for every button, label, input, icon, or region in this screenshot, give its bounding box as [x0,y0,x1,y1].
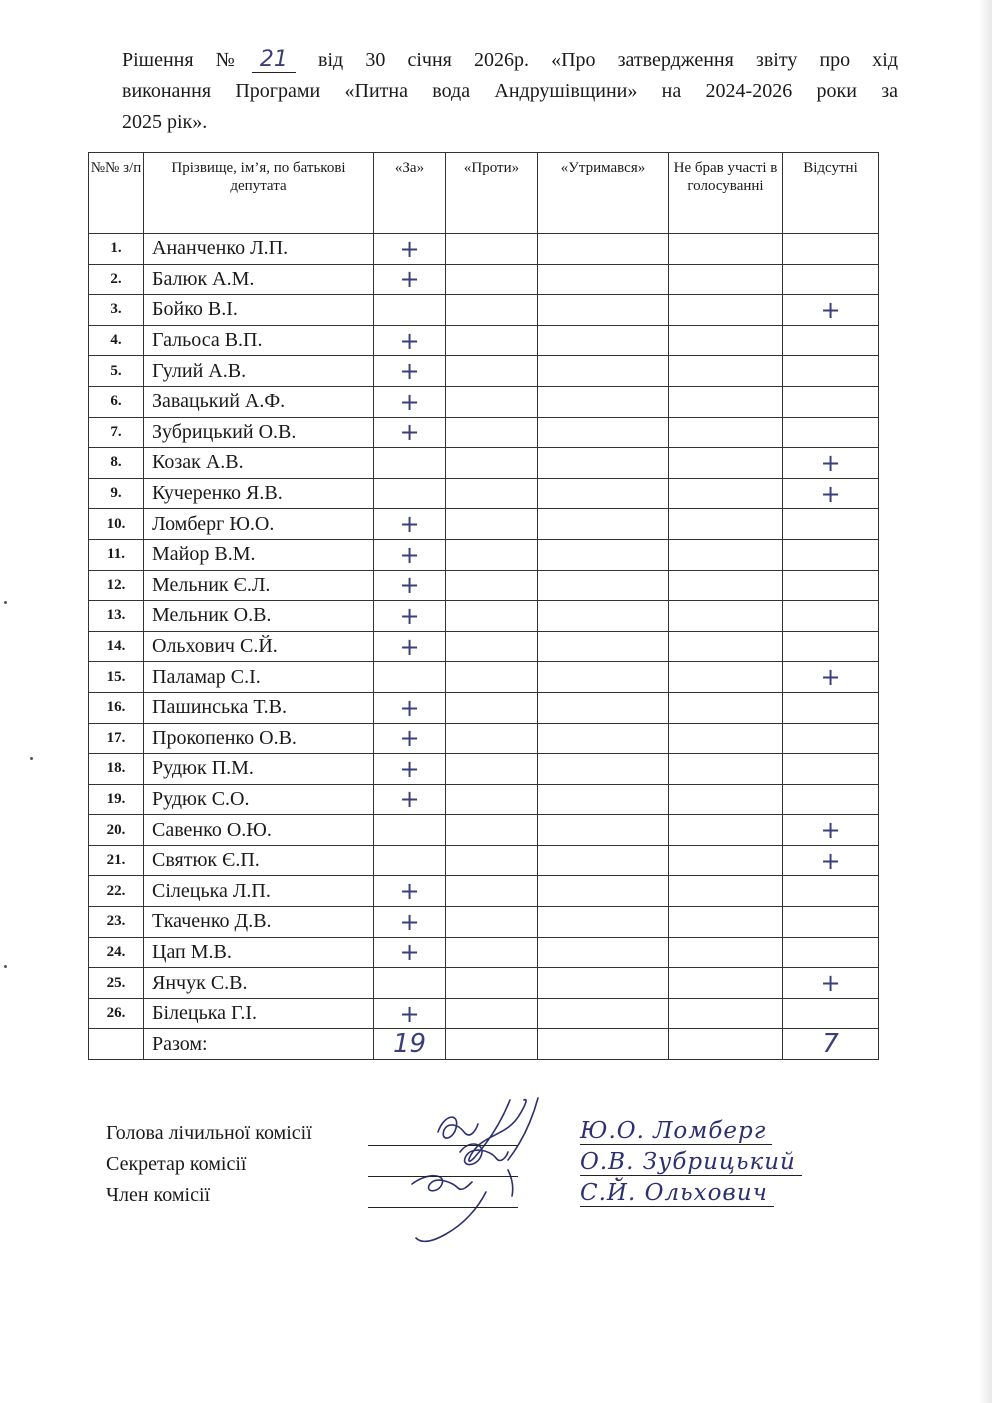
table-row [89,692,879,723]
vote-for-cell: + [374,723,446,754]
row-number: 3. [89,295,144,326]
vote-against-cell [446,295,538,326]
chair-label: Голова лічильної комісії [106,1122,312,1144]
row-number: 5. [89,356,144,387]
vote-not-voted-cell [669,907,783,938]
deputy-name: Зубрицький О.В. [144,417,374,448]
vote-for-cell: + [374,386,446,417]
row-number: 10. [89,509,144,540]
row-number: 8. [89,448,144,479]
vote-absent-cell [783,356,879,387]
voting-table [88,152,879,1060]
header-absent: Відсутні [783,153,879,234]
vote-abstained-cell [538,356,669,387]
deputy-name: Ломберг Ю.О. [144,509,374,540]
table-row [89,907,879,938]
vote-abstained-cell [538,570,669,601]
vote-not-voted-cell [669,937,783,968]
deputy-name: Рудюк П.М. [144,754,374,785]
header-name: Прізвище, ім’я, по батькові депутата [144,153,374,234]
vote-against-cell [446,448,538,479]
vote-abstained-cell [538,539,669,570]
deputy-name: Янчук С.В. [144,968,374,999]
vote-abstained-cell [538,815,669,846]
table-row [89,539,879,570]
deputy-name: Пашинська Т.В. [144,692,374,723]
table-row [89,631,879,662]
vote-not-voted-cell [669,845,783,876]
vote-against-cell [446,325,538,356]
vote-absent-cell: + [783,845,879,876]
chair-signature-line [368,1145,518,1146]
vote-absent-cell: + [783,662,879,693]
vote-abstained-cell [538,448,669,479]
table-row [89,325,879,356]
vote-absent-cell [783,907,879,938]
vote-against-cell [446,478,538,509]
deputy-name: Мельник О.В. [144,601,374,632]
table-row [89,448,879,479]
table-row [89,264,879,295]
vote-absent-cell: + [783,295,879,326]
row-number: 11. [89,539,144,570]
deputy-name: Завацький А.Ф. [144,386,374,417]
vote-absent-cell [783,937,879,968]
title-line-3: 2025 рік». [122,111,208,133]
table-row [89,295,879,326]
vote-against-cell [446,784,538,815]
row-number: 4. [89,325,144,356]
vote-absent-cell [783,570,879,601]
vote-not-voted-cell [669,570,783,601]
vote-for-cell: + [374,937,446,968]
table-row [89,386,879,417]
vote-for-cell: + [374,356,446,387]
row-number: 12. [89,570,144,601]
vote-abstained-cell [538,325,669,356]
row-number: 17. [89,723,144,754]
total-absent: 7 [783,1029,879,1060]
row-number: 2. [89,264,144,295]
secretary-label: Секретар комісії [106,1153,247,1175]
row-number: 22. [89,876,144,907]
vote-for-cell: + [374,570,446,601]
header-not-voted: Не брав участі в голосуванні [669,153,783,234]
vote-for-cell: + [374,264,446,295]
row-number: 16. [89,692,144,723]
chair-name: Ю.О. Ломберг [580,1118,772,1145]
vote-against-cell [446,845,538,876]
deputy-name: Святюк Є.П. [144,845,374,876]
vote-not-voted-cell [669,754,783,785]
table-row [89,509,879,540]
vote-absent-cell: + [783,815,879,846]
vote-against-cell [446,662,538,693]
vote-not-voted-cell [669,631,783,662]
table-row [89,234,879,265]
vote-against-cell [446,386,538,417]
vote-absent-cell: + [783,448,879,479]
deputy-name: Паламар С.І. [144,662,374,693]
total-empty-cell [89,1029,144,1060]
deputy-name: Кучеренко Я.В. [144,478,374,509]
vote-for-cell [374,448,446,479]
vote-abstained-cell [538,478,669,509]
table-row [89,478,879,509]
vote-for-cell: + [374,692,446,723]
title-line-1 [122,44,898,76]
table-row [89,845,879,876]
vote-for-cell: + [374,876,446,907]
vote-abstained-cell [538,264,669,295]
vote-not-voted-cell [669,234,783,265]
row-number: 6. [89,386,144,417]
table-row [89,601,879,632]
deputy-name: Ольхович С.Й. [144,631,374,662]
vote-not-voted-cell [669,325,783,356]
row-number: 19. [89,784,144,815]
vote-not-voted-cell [669,601,783,632]
vote-absent-cell [783,784,879,815]
deputy-name: Козак А.В. [144,448,374,479]
total-abstained [538,1029,669,1060]
vote-abstained-cell [538,417,669,448]
table-row [89,815,879,846]
vote-absent-cell [783,692,879,723]
vote-against-cell [446,539,538,570]
header-for: «За» [374,153,446,234]
vote-for-cell: + [374,509,446,540]
vote-not-voted-cell [669,662,783,693]
vote-not-voted-cell [669,784,783,815]
vote-not-voted-cell [669,998,783,1029]
vote-not-voted-cell [669,386,783,417]
table-header-row [89,153,879,234]
deputy-name: Гальоса В.П. [144,325,374,356]
title-line-2: виконання Програми «Питна вода Андрушівщини» на 2024-2026 роки за [122,80,898,102]
table-row [89,876,879,907]
vote-abstained-cell [538,662,669,693]
secretary-signature-line [368,1176,518,1177]
table-row [89,662,879,693]
member-label: Член комісії [106,1184,211,1206]
table-row [89,570,879,601]
vote-absent-cell [783,325,879,356]
vote-absent-cell [783,631,879,662]
deputy-name: Сілецька Л.П. [144,876,374,907]
vote-absent-cell [783,509,879,540]
row-number: 7. [89,417,144,448]
vote-not-voted-cell [669,478,783,509]
row-number: 15. [89,662,144,693]
signature-row-chair [106,1118,866,1149]
row-number: 1. [89,234,144,265]
vote-for-cell: + [374,998,446,1029]
row-number: 21. [89,845,144,876]
deputy-name: Майор В.М. [144,539,374,570]
vote-for-cell: + [374,601,446,632]
scan-speck [4,965,7,968]
decision-number: 21 [252,47,296,73]
vote-not-voted-cell [669,509,783,540]
deputy-name: Рудюк С.О. [144,784,374,815]
vote-abstained-cell [538,754,669,785]
vote-against-cell [446,509,538,540]
vote-against-cell [446,723,538,754]
deputy-name: Ананченко Л.П. [144,234,374,265]
scan-page-edge [978,0,992,1403]
decision-title [122,44,898,138]
vote-not-voted-cell [669,692,783,723]
row-number: 23. [89,907,144,938]
vote-abstained-cell [538,601,669,632]
vote-for-cell: + [374,754,446,785]
vote-absent-cell [783,234,879,265]
vote-abstained-cell [538,876,669,907]
vote-abstained-cell [538,234,669,265]
deputy-name: Мельник Є.Л. [144,570,374,601]
vote-absent-cell [783,998,879,1029]
vote-against-cell [446,631,538,662]
vote-for-cell: + [374,784,446,815]
vote-against-cell [446,907,538,938]
vote-absent-cell [783,723,879,754]
vote-not-voted-cell [669,815,783,846]
vote-abstained-cell [538,998,669,1029]
vote-abstained-cell [538,784,669,815]
vote-against-cell [446,601,538,632]
vote-for-cell [374,815,446,846]
deputy-name: Прокопенко О.В. [144,723,374,754]
vote-against-cell [446,937,538,968]
table-body [89,234,879,1029]
vote-not-voted-cell [669,356,783,387]
deputy-name: Савенко О.Ю. [144,815,374,846]
vote-for-cell: + [374,631,446,662]
vote-for-cell [374,662,446,693]
table-row [89,968,879,999]
deputy-name: Балюк А.М. [144,264,374,295]
vote-against-cell [446,815,538,846]
vote-against-cell [446,264,538,295]
row-number: 14. [89,631,144,662]
vote-against-cell [446,754,538,785]
signature-row-secretary [106,1149,866,1180]
vote-abstained-cell [538,845,669,876]
deputy-name: Білецька Г.І. [144,998,374,1029]
total-not-voted [669,1029,783,1060]
row-number: 13. [89,601,144,632]
header-number: №№ з/п [89,153,144,234]
signature-row-member [106,1180,866,1211]
vote-absent-cell [783,876,879,907]
vote-not-voted-cell [669,295,783,326]
title-line-1-start: Рішення № [122,49,252,71]
vote-against-cell [446,570,538,601]
scan-speck [30,757,33,760]
table-row [89,417,879,448]
vote-against-cell [446,417,538,448]
deputy-name: Цап М.В. [144,937,374,968]
deputy-name: Ткаченко Д.В. [144,907,374,938]
total-for: 19 [374,1029,446,1060]
vote-abstained-cell [538,692,669,723]
vote-not-voted-cell [669,876,783,907]
row-number: 25. [89,968,144,999]
vote-against-cell [446,234,538,265]
vote-abstained-cell [538,631,669,662]
member-signature-line [368,1207,518,1208]
vote-not-voted-cell [669,723,783,754]
row-number: 18. [89,754,144,785]
vote-for-cell: + [374,234,446,265]
deputy-name: Бойко В.І. [144,295,374,326]
vote-absent-cell [783,417,879,448]
table-row [89,784,879,815]
vote-for-cell [374,478,446,509]
table-row [89,723,879,754]
total-against [446,1029,538,1060]
total-label: Разом: [144,1029,374,1060]
scan-speck [4,601,7,604]
vote-abstained-cell [538,386,669,417]
vote-abstained-cell [538,509,669,540]
vote-absent-cell [783,754,879,785]
vote-not-voted-cell [669,968,783,999]
header-against: «Проти» [446,153,538,234]
vote-against-cell [446,998,538,1029]
vote-absent-cell [783,264,879,295]
vote-not-voted-cell [669,417,783,448]
vote-not-voted-cell [669,264,783,295]
row-number: 9. [89,478,144,509]
vote-absent-cell [783,386,879,417]
vote-abstained-cell [538,968,669,999]
vote-abstained-cell [538,295,669,326]
vote-absent-cell [783,539,879,570]
vote-abstained-cell [538,723,669,754]
table-row [89,937,879,968]
vote-abstained-cell [538,907,669,938]
vote-for-cell: + [374,417,446,448]
row-number: 24. [89,937,144,968]
vote-not-voted-cell [669,448,783,479]
commission-signatures [106,1118,866,1211]
vote-absent-cell: + [783,968,879,999]
table-row [89,754,879,785]
vote-absent-cell: + [783,478,879,509]
vote-absent-cell [783,601,879,632]
vote-for-cell: + [374,539,446,570]
vote-against-cell [446,356,538,387]
vote-abstained-cell [538,937,669,968]
total-row [89,1029,879,1060]
vote-against-cell [446,968,538,999]
vote-not-voted-cell [669,539,783,570]
vote-for-cell: + [374,907,446,938]
vote-for-cell: + [374,325,446,356]
row-number: 20. [89,815,144,846]
deputy-name: Гулий А.В. [144,356,374,387]
vote-for-cell [374,968,446,999]
table-row [89,998,879,1029]
header-abstained: «Утримався» [538,153,669,234]
member-name: С.Й. Ольхович [580,1180,774,1207]
vote-for-cell [374,845,446,876]
table-row [89,356,879,387]
secretary-name: О.В. Зубрицький [580,1149,802,1176]
vote-for-cell [374,295,446,326]
vote-against-cell [446,876,538,907]
row-number: 26. [89,998,144,1029]
vote-against-cell [446,692,538,723]
title-line-1-end: від 30 січня 2026р. «Про затвердження звіту про хід [295,49,898,71]
